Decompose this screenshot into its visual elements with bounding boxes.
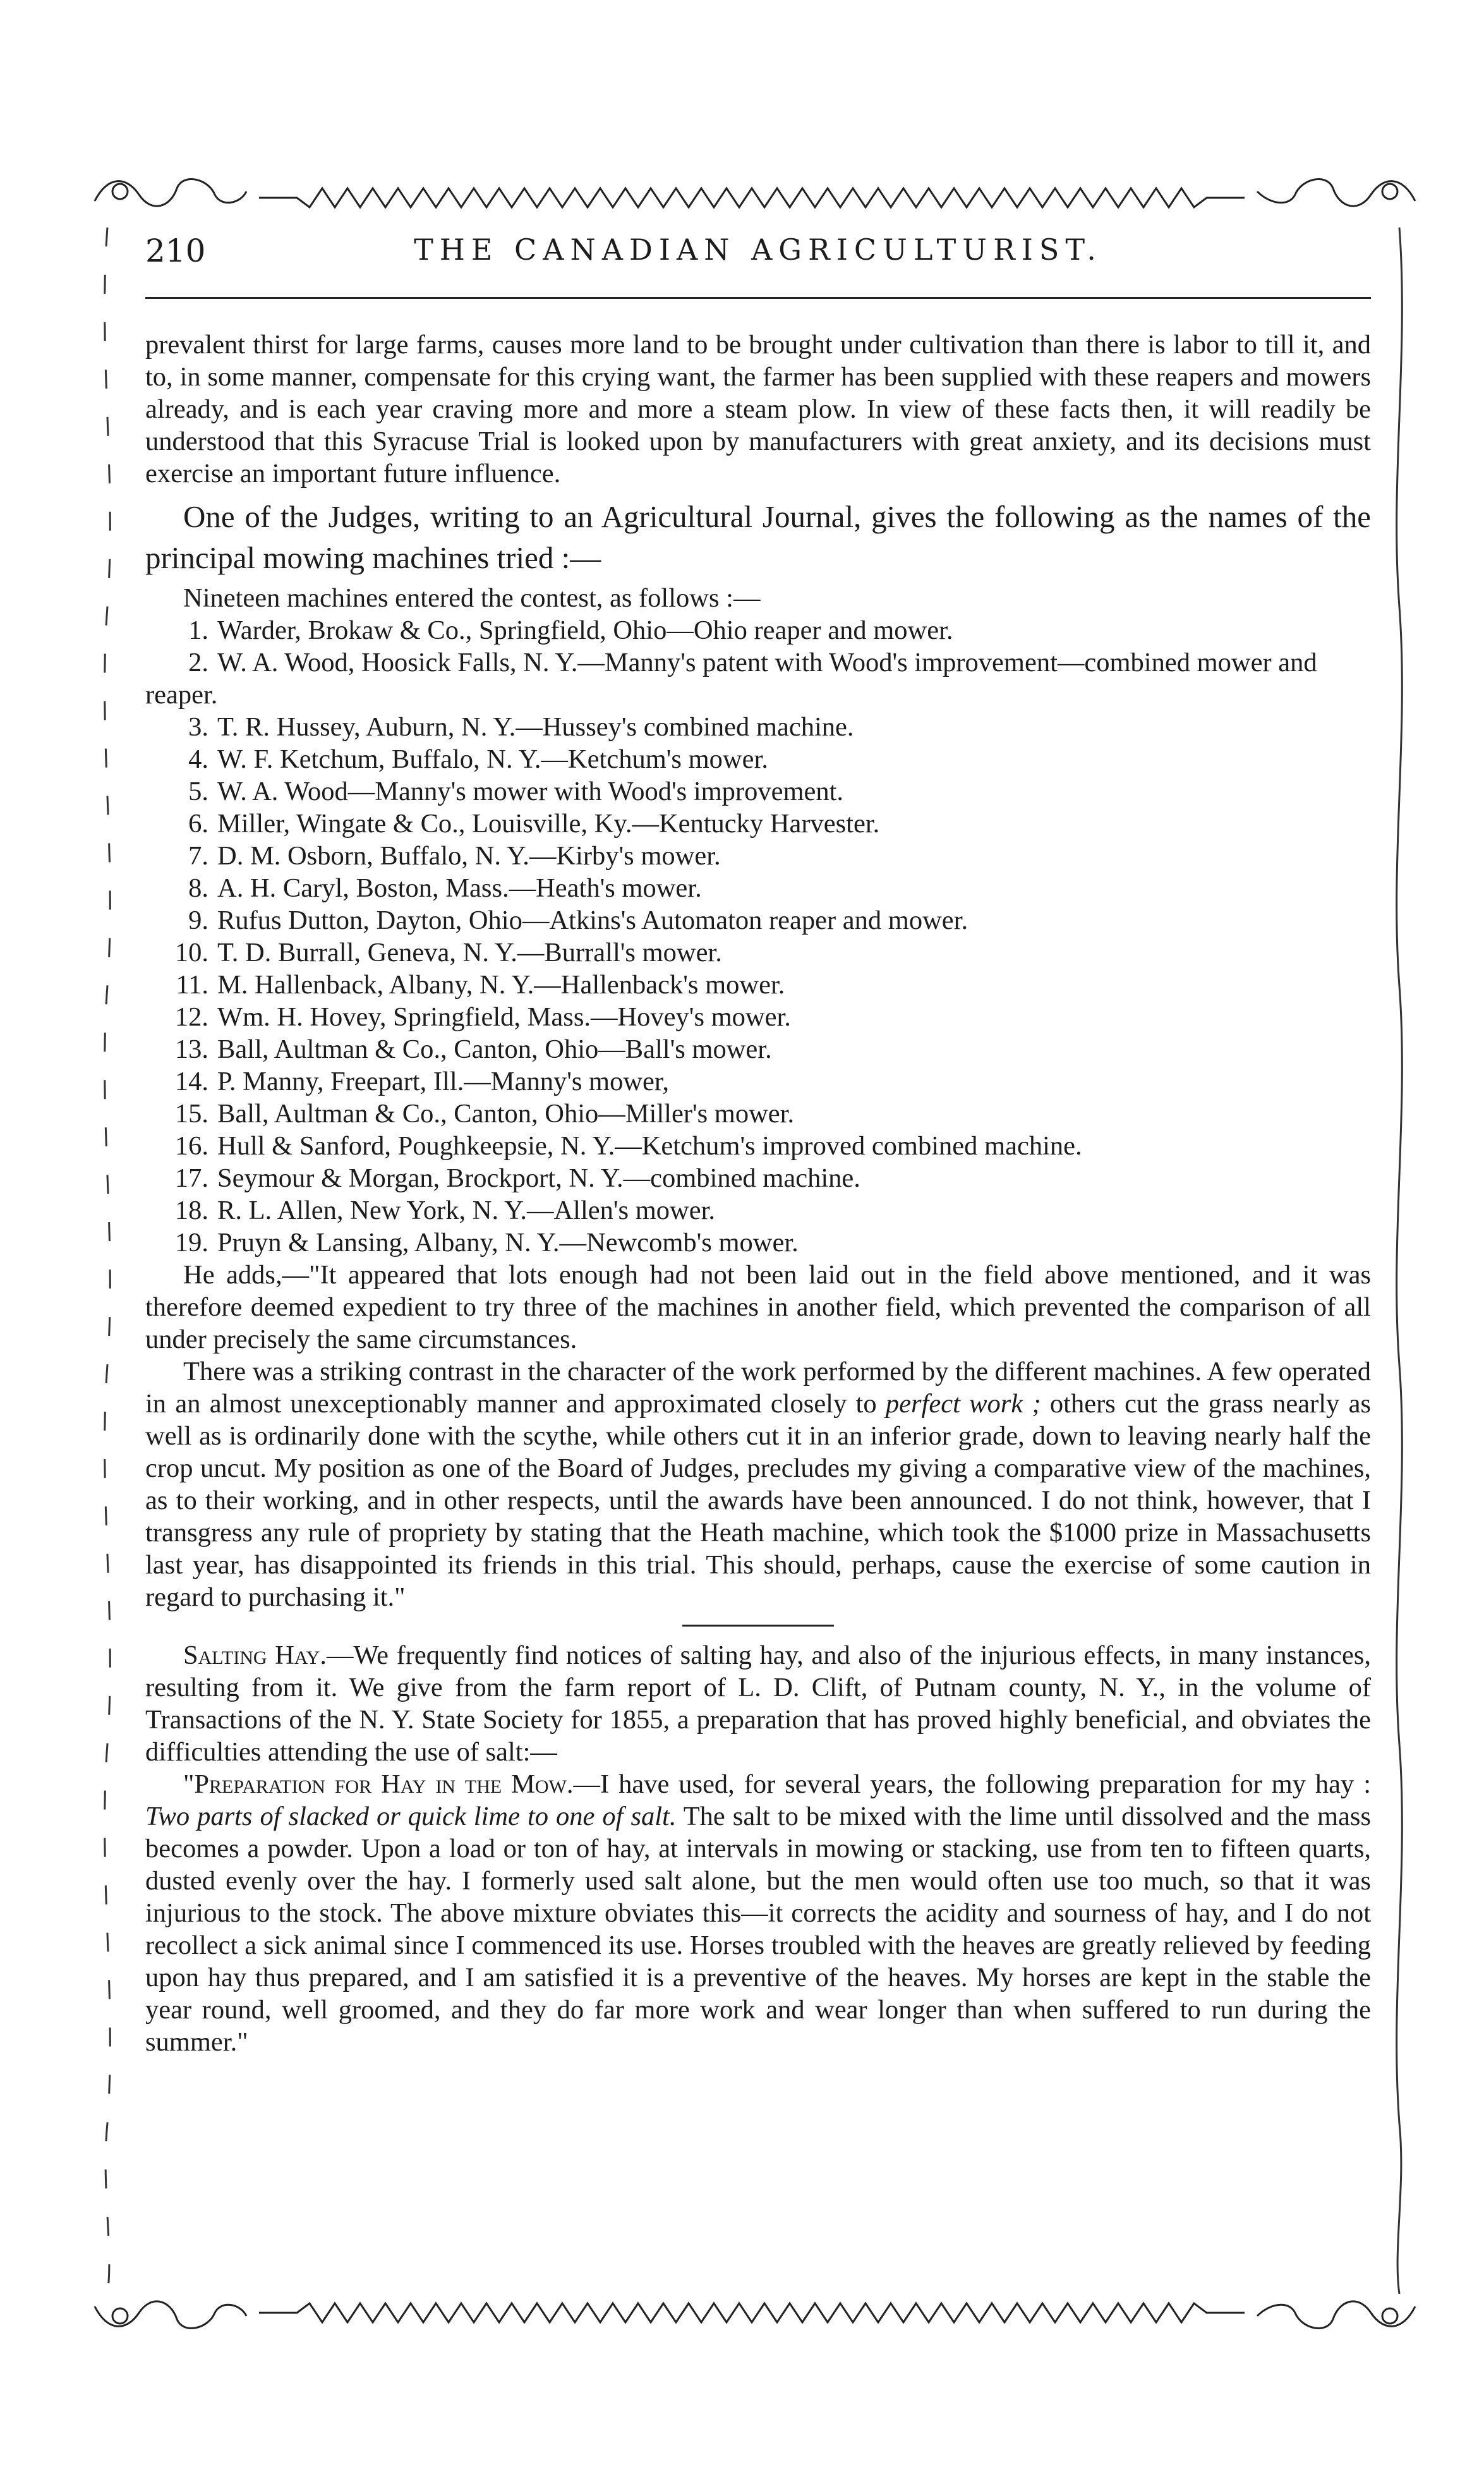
list-item: 14. P. Manny, Freepart, Ill.—Manny's mower,	[174, 1067, 669, 1096]
paragraph-preparation: "Preparation for Hay in the Mow.—I have used, for several years, the following preparation for my hay : Two parts of slacked or quick lime to one of salt. The salt to be mixed with the lime until dissolved and the mass becomes a powder. Upon a load or ton of hay, at intervals in mowing or stacking, use from ten to fifteen quarts, dusted evenly over the hay. I formerly used salt alone, but the men would often use too much, so that it was injurious to the stock. The above mixture obviates this—it corrects the acidity and sourness of hay, and I do not recollect a sick animal since I commenced its use. Horses troubled with the heaves are greatly relieved by feeding upon hay thus prepared, and I am satisfied it is a preventive of the heaves. My horses are kept in the stable the year round, well groomed, and they do far more work and wear longer than when suffered to run during the summer."	[145, 1769, 1372, 2057]
list-item: 10. T. D. Burrall, Geneva, N. Y.—Burrall's mower.	[174, 938, 722, 967]
machine-list	[145, 614, 1371, 1259]
paragraph-adds: He adds,—"It appeared that lots enough had not been laid out in the field above mentioned, and it was therefore deemed expedient to try three of the machines in another field, which prevented the comparison of all under precisely the same circumstances.	[145, 1260, 1371, 1354]
list-item: 6. Miller, Wingate & Co., Louisville, Ky.—Kentucky Harvester.	[188, 809, 880, 839]
list-item: 15. Ball, Aultman & Co., Canton, Ohio—Miller's mower.	[174, 1099, 795, 1129]
page-header	[145, 233, 1371, 277]
list-item: 5. W. A. Wood—Manny's mower with Wood's improvement.	[188, 777, 844, 806]
list-item: 18. R. L. Allen, New York, N. Y.—Allen's mower.	[174, 1196, 716, 1225]
list-item: 19. Pruyn & Lansing, Albany, N. Y.—Newcomb's mower.	[174, 1228, 799, 1258]
list-item: 9. Rufus Dutton, Dayton, Ohio—Atkins's Automaton reaper and mower.	[188, 906, 968, 935]
list-intro: Nineteen machines entered the contest, as follows :—	[183, 583, 761, 613]
list-item: 12. Wm. H. Hovey, Springfield, Mass.—Hovey's mower.	[174, 1002, 791, 1032]
subsection-heading: "Preparation for Hay in the Mow.	[183, 1769, 574, 1799]
list-item: 17. Seymour & Morgan, Brockport, N. Y.—combined machine.	[174, 1163, 860, 1193]
italic-recipe: Two parts of slacked or quick lime to one of salt.	[145, 1802, 677, 1831]
list-item: 2. W. A. Wood, Hoosick Falls, N. Y.—Manny's patent with Wood's improvement—combined mower and reaper.	[145, 648, 1317, 710]
top-border-ornament	[82, 169, 1428, 220]
paragraph-contrast: There was a striking contrast in the character of the work performed by the different machines. A few operated in an almost unexceptionably manner and approximated closely to perfect work ; others cut the grass nearly as well as is ordinarily done with the scythe, while others cut it in an inferior grade, down to leaving nearly half the crop uncut. My position as one of the Board of Judges, precludes my giving a comparative view of the machines, as to their working, and in other respects, until the awards have been announced. I do not think, however, that I transgress any rule of propriety by stating that the Heath machine, which took the $1000 prize in Massachusetts last year, has disappointed its friends in this trial. This should, perhaps, cause the exercise of some caution in regard to purchasing it."	[145, 1357, 1372, 1612]
list-item: 1. Warder, Brokaw & Co., Springfield, Ohio—Ohio reaper and mower.	[188, 615, 953, 645]
list-item: 4. W. F. Ketchum, Buffalo, N. Y.—Ketchum's mower.	[188, 744, 768, 774]
list-item: 16. Hull & Sanford, Poughkeepsie, N. Y.—Ketchum's improved combined machine.	[174, 1131, 1082, 1161]
list-item: 11. M. Hallenback, Albany, N. Y.—Hallenback's mower.	[176, 970, 785, 1000]
left-border-ornament	[95, 227, 120, 2294]
list-item: 7. D. M. Osborn, Buffalo, N. Y.—Kirby's mower.	[188, 841, 721, 871]
section-heading: Salting Hay.	[183, 1640, 327, 1670]
list-item: 8. A. H. Caryl, Boston, Mass.—Heath's mower.	[188, 873, 702, 903]
list-item: 13. Ball, Aultman & Co., Canton, Ohio—Ball's mower.	[174, 1034, 772, 1064]
right-border-ornament	[1387, 227, 1412, 2294]
page-number: 210	[145, 233, 206, 269]
italic-phrase: perfect work ;	[885, 1389, 1041, 1419]
page-content	[145, 329, 1371, 2058]
header-rule	[145, 297, 1371, 299]
paragraph-judges: One of the Judges, writing to an Agricultural Journal, gives the following as the names of the principal mowing machines tried :—	[145, 499, 1371, 575]
paragraph-intro: prevalent thirst for large farms, causes more land to be brought under cultivation than there is labor to till it, and to, in some manner, compensate for this crying want, the farmer has been supplied with these reapers and mowers already, and is each year craving more and more a steam plow. In view of these facts then, it will readily be understood that this Syracuse Trial is looked upon by manufacturers with great anxiety, and its decisions must exercise an important future influence.	[145, 330, 1371, 488]
paragraph-salting-hay: Salting Hay.—We frequently find notices of salting hay, and also of the injurious effects, in many instances, resulting from it. We give from the farm report of L. D. Clift, of Putnam county, N. Y., in the volume of Transactions of the N. Y. State Society for 1855, a preparation that has proved highly beneficial, and obviates the difficulties attending the use of salt:—	[145, 1640, 1371, 1767]
running-title: THE CANADIAN AGRICULTURIST.	[414, 233, 1102, 267]
list-item: 3. T. R. Hussey, Auburn, N. Y.—Hussey's combined machine.	[188, 712, 854, 742]
bottom-border-ornament	[82, 2288, 1428, 2338]
section-divider	[682, 1625, 834, 1627]
